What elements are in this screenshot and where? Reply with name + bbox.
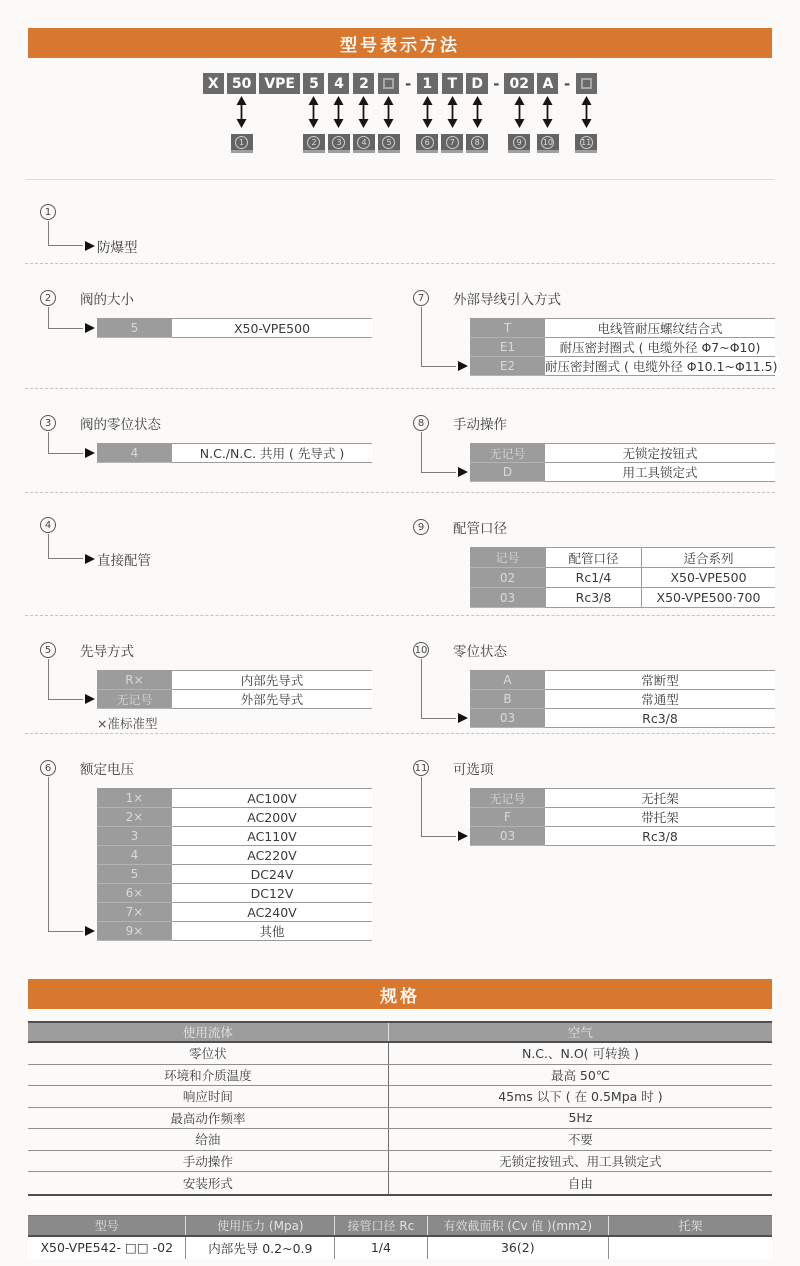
position-badge [328, 134, 350, 153]
badge-number: 11 [581, 137, 592, 147]
up-down-arrow-icon [308, 96, 319, 132]
badge-number: 9 [513, 136, 526, 149]
up-down-arrow-icon [236, 96, 247, 132]
value-cell: Rc1/4 [545, 568, 641, 587]
code-cell: 03 [470, 588, 545, 608]
right-column [400, 180, 775, 263]
option-table-row [470, 690, 775, 709]
spec-item-label: 使用流体 [28, 1023, 389, 1041]
position-badge [441, 134, 463, 153]
legend-section-5 [25, 616, 398, 733]
option-table-row [470, 671, 775, 690]
option-table [470, 788, 775, 846]
up-down-arrow-icon [447, 96, 458, 132]
spec-table [28, 1021, 772, 1196]
blank-option-box [378, 73, 399, 94]
section-number-circle: 3 [40, 415, 56, 431]
model-code [0, 73, 800, 153]
code-legend-sections [25, 180, 778, 952]
section-grid-row [25, 493, 775, 616]
up-down-arrow-icon [472, 96, 483, 132]
right-column [398, 389, 775, 492]
dash-glyph: - [563, 74, 571, 93]
value-cell: AC220V [172, 846, 372, 864]
section-head [413, 517, 775, 537]
section-number-circle: 9 [413, 519, 429, 535]
right-arrowhead-icon [458, 467, 468, 477]
spec-row [28, 1129, 772, 1151]
option-table-row [470, 463, 775, 482]
position-badge [353, 134, 375, 153]
section-title: 手动操作 [453, 417, 507, 433]
option-table-row [97, 789, 372, 808]
option-table-row [97, 903, 372, 922]
value-cell: DC12V [172, 884, 372, 902]
section-grid-row [25, 180, 775, 264]
spec-row [28, 1108, 772, 1130]
option-table-header-row [470, 548, 775, 568]
left-column [25, 616, 398, 733]
legend-section-8 [398, 389, 775, 492]
option-table-row [470, 808, 775, 827]
pointer-connector [48, 777, 83, 932]
value-cell: 无锁定按钮式 [545, 444, 775, 462]
column-header: 托架 [678, 1218, 703, 1233]
pointer-connector [421, 659, 456, 719]
value-cell: Rc3/8 [545, 827, 775, 845]
code-char-box: 50 [227, 73, 256, 94]
value-cell: DC24V [172, 865, 372, 883]
left-column [25, 493, 398, 615]
pointer-connector [421, 307, 456, 367]
right-arrowhead-icon [458, 361, 468, 371]
value-cell: X50-VPE500 [172, 319, 372, 337]
dash-glyph: - [493, 74, 500, 93]
option-table-row [470, 338, 775, 357]
badge-number: 4 [357, 136, 370, 149]
code-separator [403, 73, 413, 94]
right-arrowhead-icon [85, 323, 95, 333]
code-char-box: X [203, 73, 224, 94]
left-column [25, 180, 400, 263]
spec-item-value: 不要 [567, 1132, 593, 1148]
semi-standard-note: ×准标准型 [97, 716, 158, 731]
spec-item-value: 自由 [567, 1175, 593, 1191]
pointer-connector [421, 432, 456, 473]
option-table [97, 318, 372, 338]
section-number-circle: 2 [40, 290, 56, 306]
column-header: 接管口径 Rc [335, 1216, 427, 1235]
pointer-connector [48, 221, 83, 246]
blank-square-icon [383, 78, 394, 89]
legend-section-11 [398, 734, 775, 952]
option-table-row [97, 444, 372, 463]
option-table-row [97, 884, 372, 903]
code-char-box: 2 [353, 73, 374, 94]
code-cell: 6× [97, 884, 172, 903]
right-column [398, 493, 775, 615]
spec-item-value: 45ms 以下 ( 在 0.5Mpa 时 ) [498, 1089, 663, 1105]
option-table [470, 443, 775, 482]
value-cell: AC200V [172, 808, 372, 826]
value-cell: 其他 [172, 922, 372, 940]
section-number-circle: 8 [413, 415, 429, 431]
legend-section-4 [25, 493, 398, 615]
section-number-circle: 5 [40, 642, 56, 658]
section-head [40, 288, 398, 308]
option-table-row [97, 922, 372, 941]
badge-number: 5 [382, 136, 395, 149]
section-title: 额定电压 [80, 762, 134, 778]
position-badge [508, 134, 530, 153]
section-label: 直接配管 [97, 553, 151, 569]
position-badge [416, 134, 438, 153]
code-segment [441, 73, 463, 153]
spec-item-value: 最高 50℃ [550, 1067, 610, 1083]
code-separator [491, 73, 501, 94]
code-cell: 5 [97, 865, 172, 884]
position-badge [378, 134, 400, 153]
code-cell: T [470, 319, 545, 338]
spec-row [28, 1151, 772, 1173]
column-header: 使用压力 (Mpa) [186, 1216, 335, 1235]
section-title: 阀的大小 [80, 292, 134, 308]
blank-square-icon [581, 78, 592, 89]
code-cell: 2× [97, 808, 172, 827]
option-table-row [97, 690, 372, 709]
value-cell: N.C./N.C. 共用 ( 先导式 ) [172, 444, 372, 462]
model-spec-table [28, 1215, 772, 1259]
option-table-row [470, 357, 778, 376]
section-number-circle: 6 [40, 760, 56, 776]
pointer-connector [421, 777, 456, 837]
datasheet-page [0, 28, 800, 1266]
code-segment [259, 73, 300, 94]
value-cell: 外部先导式 [172, 690, 372, 708]
code-segment [504, 73, 533, 153]
legend-section-10 [398, 616, 775, 733]
code-cell: 03 [470, 827, 545, 846]
up-down-arrow-icon [333, 96, 344, 132]
section-head [413, 288, 775, 308]
left-column [25, 264, 398, 388]
code-segment [227, 73, 256, 153]
right-arrowhead-icon [85, 554, 95, 564]
value-cell: 用工具锁定式 [545, 463, 775, 481]
section-head [40, 517, 398, 533]
spec-header-row [28, 1023, 772, 1043]
badge-number: 7 [446, 136, 459, 149]
section-head [40, 204, 400, 220]
spec-item-label: 最高动作频率 [28, 1108, 389, 1129]
spec-row [28, 1172, 772, 1194]
option-table-row [470, 588, 775, 608]
spec-item-label: 环境和介质温度 [28, 1065, 389, 1086]
right-arrowhead-icon [458, 831, 468, 841]
up-down-arrow-icon [383, 96, 394, 132]
code-cell: D [470, 463, 545, 482]
code-separator [562, 73, 572, 94]
data-cell: 1/4 [335, 1237, 427, 1259]
right-column [398, 616, 775, 733]
legend-section-2 [25, 264, 398, 388]
code-char-box: D [466, 73, 488, 94]
option-table-row [470, 709, 775, 728]
pointer-connector [48, 534, 83, 559]
section-number-circle: 11 [413, 760, 429, 776]
bottom-table-data-row [28, 1237, 772, 1259]
code-cell: 无记号 [97, 690, 172, 709]
badge-number: 3 [332, 136, 345, 149]
spec-item-label: 零位状 [28, 1043, 389, 1064]
spec-item-label: 给油 [28, 1129, 389, 1150]
position-badge [303, 134, 325, 153]
position-badge [466, 134, 488, 153]
code-cell: 7× [97, 903, 172, 922]
legend-section-9 [398, 493, 775, 615]
legend-section-1 [25, 180, 400, 263]
option-table-row [470, 568, 775, 588]
right-arrowhead-icon [85, 241, 95, 251]
pointer-connector [48, 432, 83, 454]
section-number-circle: 1 [40, 204, 56, 220]
pointer-connector [48, 659, 83, 700]
value-cell: 内部先导式 [172, 671, 372, 689]
section-number-circle: 10 [413, 642, 429, 658]
spec-item-value: 无锁定按钮式、用工具锁定式 [499, 1153, 662, 1169]
value-cell: 带托架 [545, 808, 775, 826]
code-cell: R× [97, 671, 172, 690]
banner-title: 型号表示方法 [340, 35, 460, 56]
value-cell: 电线管耐压螺纹结合式 [545, 319, 775, 337]
right-arrowhead-icon [85, 694, 95, 704]
pointer-connector [48, 307, 83, 329]
section-grid-row [25, 389, 775, 493]
code-segment [328, 73, 350, 153]
up-down-arrow-icon [514, 96, 525, 132]
option-table-row [470, 827, 775, 846]
code-segment [537, 73, 559, 153]
value-cell: 耐压密封圈式 ( 电缆外径 Φ10.1~Φ11.5) [545, 359, 778, 374]
section-number-circle: 7 [413, 290, 429, 306]
section-head [413, 758, 775, 778]
right-arrowhead-icon [85, 448, 95, 458]
section-title: 零位状态 [453, 644, 507, 660]
option-table-row [97, 846, 372, 865]
left-column [25, 734, 398, 952]
up-down-arrow-icon [542, 96, 553, 132]
section-title: 阀的零位状态 [80, 417, 161, 433]
code-cell: 03 [470, 709, 545, 728]
code-segment [466, 73, 488, 153]
data-cell: 36(2) [428, 1237, 610, 1259]
data-cell: 内部先导 0.2~0.9 [186, 1237, 335, 1259]
spec-row [28, 1043, 772, 1065]
option-table [470, 670, 775, 728]
option-table-row [470, 444, 775, 463]
section-label: 防爆型 [97, 240, 138, 256]
right-column [398, 264, 778, 388]
code-cell: 4 [97, 444, 172, 463]
spec-item-label: 安装形式 [28, 1172, 389, 1194]
header-cell: 记号 [470, 548, 545, 568]
data-cell: X50-VPE542- □□ -02 [28, 1237, 186, 1259]
spec-item-label: 响应时间 [28, 1086, 389, 1107]
right-arrowhead-icon [458, 713, 468, 723]
bottom-table-header-row [28, 1215, 772, 1237]
section-head [413, 413, 775, 433]
position-badge [537, 134, 559, 153]
data-cell [609, 1237, 772, 1259]
option-table [97, 670, 372, 709]
column-header: 有效截面积 (Cv 值 )(mm2) [428, 1216, 610, 1235]
model-designation-banner [28, 28, 772, 58]
code-cell: 5 [97, 319, 172, 338]
badge-number: 10 [542, 137, 554, 147]
dash-glyph: - [404, 74, 412, 93]
code-char-box: 4 [328, 73, 349, 94]
code-cell: E2 [470, 357, 545, 376]
option-table [97, 788, 372, 941]
legend-section-6 [25, 734, 398, 952]
section-head [40, 758, 398, 778]
spec-item-value: 空气 [567, 1025, 593, 1040]
code-segment [353, 73, 375, 153]
spec-row [28, 1065, 772, 1087]
spec-item-value: N.C.、N.O( 可转换 ) [521, 1046, 639, 1062]
section-title: 可选项 [453, 762, 494, 778]
code-segment [575, 73, 597, 153]
right-column [398, 734, 775, 952]
code-char-box: T [442, 73, 463, 94]
section-grid-row [25, 616, 775, 734]
option-table-row [97, 808, 372, 827]
spec-row [28, 1086, 772, 1108]
legend-section-7 [398, 264, 778, 388]
up-down-arrow-icon [422, 96, 433, 132]
value-cell: 耐压密封圈式 ( 电缆外径 Φ7~Φ10) [545, 338, 775, 356]
section-grid-row [25, 734, 775, 952]
legend-section-3 [25, 389, 398, 492]
value-cell: Rc3/8 [545, 709, 775, 727]
code-cell: A [470, 671, 545, 690]
option-table-row [97, 671, 372, 690]
code-cell: 4 [97, 846, 172, 865]
badge-number: 6 [421, 136, 434, 149]
section-title: 外部导线引入方式 [453, 292, 561, 308]
section-number-circle: 4 [40, 517, 56, 533]
section-head [413, 640, 775, 660]
value-cell: AC240V [172, 903, 372, 921]
code-char-box: VPE [259, 73, 300, 94]
position-badge [231, 134, 253, 153]
code-cell: B [470, 690, 545, 709]
header-cell: 适合系列 [641, 548, 775, 567]
option-table [97, 443, 372, 463]
code-cell: 9× [97, 922, 172, 941]
value-cell: 无托架 [545, 789, 775, 807]
value-cell: Rc3/8 [545, 588, 641, 607]
option-table-row [470, 789, 775, 808]
option-table-row [97, 827, 372, 846]
code-cell: 3 [97, 827, 172, 846]
value-cell: X50-VPE500 [641, 568, 775, 587]
section-grid-row [25, 264, 778, 389]
value-cell: X50-VPE500·700 [641, 588, 775, 607]
value-cell: AC100V [172, 789, 372, 807]
section-head [40, 640, 398, 660]
option-table [470, 318, 778, 376]
badge-number: 2 [307, 136, 320, 149]
header-cell: 配管口径 [545, 548, 641, 567]
section-title: 先导方式 [80, 644, 134, 660]
badge-number: 8 [471, 136, 484, 149]
code-cell: 无记号 [470, 444, 545, 463]
value-cell: 常断型 [545, 671, 775, 689]
badge-number: 1 [235, 136, 248, 149]
code-cell: 1× [97, 789, 172, 808]
option-table-row [470, 319, 775, 338]
spec-banner [28, 979, 772, 1009]
code-cell: 无记号 [470, 789, 545, 808]
code-segment [303, 73, 325, 153]
spec-item-value: 5Hz [568, 1110, 593, 1126]
option-table-row [97, 865, 372, 884]
option-table [470, 547, 775, 608]
code-char-box: 1 [417, 73, 438, 94]
blank-option-box [576, 73, 597, 94]
spec-item-label: 手动操作 [28, 1151, 389, 1172]
up-down-arrow-icon [358, 96, 369, 132]
banner-title: 规格 [380, 986, 420, 1007]
section-head [40, 413, 398, 433]
code-segment [416, 73, 438, 153]
code-segment [203, 73, 224, 94]
code-cell: E1 [470, 338, 545, 357]
column-header: 型号 [28, 1216, 186, 1235]
code-char-box: 5 [303, 73, 324, 94]
value-cell: 常通型 [545, 690, 775, 708]
code-cell: 02 [470, 568, 545, 588]
code-segment [378, 73, 400, 153]
up-down-arrow-icon [581, 96, 592, 132]
code-cell: F [470, 808, 545, 827]
option-table-row [97, 319, 372, 338]
code-char-box: A [537, 73, 558, 94]
left-column [25, 389, 398, 492]
section-title: 配管口径 [453, 521, 507, 537]
right-arrowhead-icon [85, 926, 95, 936]
code-char-box: 02 [504, 73, 533, 94]
position-badge [575, 134, 597, 153]
value-cell: AC110V [172, 827, 372, 845]
